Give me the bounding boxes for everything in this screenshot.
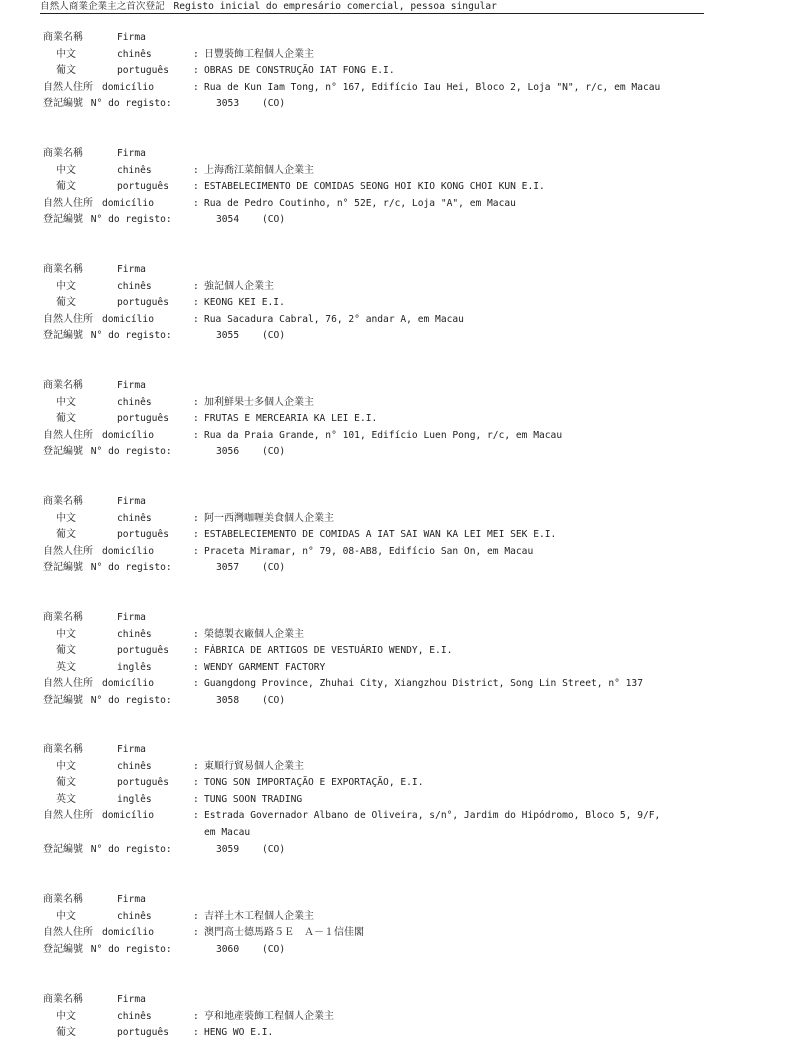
registration-number: 3056	[216, 446, 240, 458]
registration-row	[0, 842, 796, 859]
registration-label-zh: 登記編號	[43, 446, 83, 458]
colon: :	[193, 164, 199, 176]
registration-entry	[0, 992, 796, 1042]
domicile-row	[0, 676, 796, 693]
chinese-name-value: 吉祥土木工程個人企業主	[204, 910, 314, 922]
portuguese-label-zh: 葡文	[56, 297, 76, 309]
colon: :	[193, 197, 199, 209]
portuguese-label-zh: 葡文	[56, 645, 76, 657]
domicile-label-pt: domicílio	[102, 927, 154, 939]
firma-label-zh: 商業名稱	[43, 264, 83, 275]
chinese-name-value: 榮德製衣廠個人企業主	[204, 628, 304, 640]
portuguese-name-row	[0, 643, 796, 660]
registration-label-pt: N° do registo:	[90, 694, 172, 706]
registration-suffix: (CO)	[262, 562, 286, 574]
registration-row	[0, 444, 796, 461]
registration-number: 3059	[216, 843, 240, 855]
english-label-zh: 英文	[56, 661, 76, 673]
portuguese-label-pt: português	[117, 777, 169, 789]
chinese-label-pt: chinês	[117, 512, 152, 524]
domicile-label-zh: 自然人住所	[43, 197, 93, 209]
domicile-value: Rua de Pedro Coutinho, n° 52E, r/c, Loja "A", em Macau	[204, 197, 516, 209]
colon: :	[193, 280, 199, 292]
registration-label	[43, 693, 172, 710]
domicile-label-zh: 自然人住所	[43, 313, 93, 325]
colon: :	[193, 793, 199, 805]
domicile-value: Rua da Praia Grande, n° 101, Edifício Luen Pong, r/c, em Macau	[204, 429, 563, 441]
registration-label	[43, 328, 172, 345]
domicile-row	[0, 80, 796, 97]
colon: :	[193, 777, 199, 789]
firma-row	[0, 892, 796, 909]
portuguese-name-row	[0, 527, 796, 544]
chinese-label-zh: 中文	[56, 910, 76, 922]
colon: :	[193, 65, 199, 77]
english-name-row	[0, 660, 796, 677]
portuguese-name-value: ESTABELECIEMENTO DE COMIDAS A IAT SAI WAN KA LEI MEI SEK E.I.	[204, 529, 557, 541]
chinese-label-zh: 中文	[56, 164, 76, 176]
colon: :	[193, 429, 199, 441]
registration-label-pt: N° do registo:	[90, 943, 172, 955]
domicile-row	[0, 428, 796, 445]
firma-label-pt: Firma	[117, 994, 146, 1005]
firma-label-zh: 商業名稱	[43, 380, 83, 391]
portuguese-name-row	[0, 295, 796, 312]
chinese-name-value: 上海喬江菜館個人企業主	[204, 164, 314, 176]
portuguese-name-value: FRUTAS E MERCEARIA KA LEI E.I.	[204, 413, 378, 425]
colon: :	[193, 181, 199, 193]
registration-label-zh: 登記編號	[43, 694, 83, 706]
domicile-label-zh: 自然人住所	[43, 545, 93, 557]
chinese-name-value: 日豐裝飾工程個人企業主	[204, 48, 314, 60]
registration-label-pt: N° do registo:	[90, 214, 172, 226]
colon: :	[193, 661, 199, 673]
chinese-name-row	[0, 279, 796, 296]
firma-row	[0, 992, 796, 1009]
english-name-row	[0, 792, 796, 809]
english-name-value: TUNG SOON TRADING	[204, 793, 303, 805]
registration-row	[0, 693, 796, 710]
registration-label-zh: 登記編號	[43, 943, 83, 955]
colon: :	[193, 545, 199, 557]
registration-label	[43, 212, 172, 229]
portuguese-name-value: OBRAS DE CONSTRUÇÃO IAT FONG E.I.	[204, 65, 395, 77]
colon: :	[193, 81, 199, 93]
chinese-label-zh: 中文	[56, 396, 76, 408]
registration-entry	[0, 892, 796, 958]
firma-row	[0, 494, 796, 511]
registration-row	[0, 328, 796, 345]
colon: :	[193, 645, 199, 657]
chinese-name-value: 亨和地產裝飾工程個人企業主	[204, 1010, 334, 1022]
domicile-label-pt: domicílio	[102, 197, 154, 209]
chinese-label-zh: 中文	[56, 512, 76, 524]
colon: :	[193, 48, 199, 60]
registration-entry	[0, 378, 796, 461]
colon: :	[193, 529, 199, 541]
registration-label-zh: 登記編號	[43, 562, 83, 574]
colon: :	[193, 1010, 199, 1022]
firma-label-zh: 商業名稱	[43, 612, 83, 623]
page-header	[40, 1, 704, 14]
chinese-name-value: 阿一西灣咖喱美食個人企業主	[204, 512, 334, 524]
firma-label-zh: 商業名稱	[43, 994, 83, 1005]
colon: :	[193, 1027, 199, 1039]
domicile-value: Praceta Miramar, n° 79, 08-AB8, Edifício San On, em Macau	[204, 545, 534, 557]
portuguese-name-row	[0, 1025, 796, 1042]
domicile-value: 澳門高士德馬路５Ｅ Ａ－１信佳閣	[204, 927, 364, 939]
colon: :	[193, 413, 199, 425]
chinese-name-row	[0, 909, 796, 926]
registration-number: 3055	[216, 330, 240, 342]
domicile-value: Guangdong Province, Zhuhai City, Xiangzhou District, Song Lin Street, n° 137	[204, 678, 643, 690]
registration-suffix: (CO)	[262, 943, 286, 955]
chinese-label-pt: chinês	[117, 280, 152, 292]
english-label-pt: inglês	[117, 793, 152, 805]
chinese-name-row	[0, 1009, 796, 1026]
firma-label-pt: Firma	[117, 744, 146, 755]
registration-entry	[0, 262, 796, 345]
registration-entry	[0, 146, 796, 229]
firma-label-pt: Firma	[117, 496, 146, 507]
domicile-value: Estrada Governador Albano de Oliveira, s/n°, Jardim do Hipódromo, Bloco 5, 9/F,	[204, 810, 661, 822]
firma-label-pt: Firma	[117, 264, 146, 275]
portuguese-name-value: ESTABELECIMENTO DE COMIDAS SEONG HOI KIO KONG CHOI KUN E.I.	[204, 181, 545, 193]
registration-label-pt: N° do registo:	[90, 562, 172, 574]
domicile-label-zh: 自然人住所	[43, 810, 93, 822]
domicile-row	[0, 312, 796, 329]
firma-label-zh: 商業名稱	[43, 148, 83, 159]
chinese-name-row	[0, 511, 796, 528]
chinese-label-zh: 中文	[56, 760, 76, 772]
portuguese-label-pt: português	[117, 645, 169, 657]
registration-suffix: (CO)	[262, 694, 286, 706]
header-title-pt: Registo inicial do empresário comercial, pessoa singular	[173, 1, 497, 12]
portuguese-label-zh: 葡文	[56, 529, 76, 541]
registration-label	[43, 444, 172, 461]
colon: :	[193, 678, 199, 690]
registration-row	[0, 96, 796, 113]
domicile-value-continued: em Macau	[204, 826, 251, 838]
colon: :	[193, 927, 199, 939]
portuguese-label-zh: 葡文	[56, 65, 76, 77]
registration-label-pt: N° do registo:	[90, 330, 172, 342]
chinese-name-value: 東順行貿易個人企業主	[204, 760, 304, 772]
domicile-label-pt: domicílio	[102, 429, 154, 441]
chinese-label-zh: 中文	[56, 628, 76, 640]
firma-label-zh: 商業名稱	[43, 496, 83, 507]
portuguese-label-zh: 葡文	[56, 777, 76, 789]
registration-label-zh: 登記編號	[43, 214, 83, 226]
firma-label-zh: 商業名稱	[43, 32, 83, 43]
portuguese-name-row	[0, 179, 796, 196]
firma-row	[0, 610, 796, 627]
registration-number: 3058	[216, 694, 240, 706]
firma-row	[0, 30, 796, 47]
chinese-label-pt: chinês	[117, 396, 152, 408]
chinese-name-row	[0, 163, 796, 180]
domicile-label-pt: domicílio	[102, 545, 154, 557]
registration-entry	[0, 610, 796, 710]
portuguese-label-zh: 葡文	[56, 413, 76, 425]
chinese-name-row	[0, 627, 796, 644]
firma-label-pt: Firma	[117, 148, 146, 159]
domicile-label-zh: 自然人住所	[43, 927, 93, 939]
domicile-label-pt: domicílio	[102, 678, 154, 690]
firma-label-zh: 商業名稱	[43, 894, 83, 905]
portuguese-label-zh: 葡文	[56, 181, 76, 193]
registration-label	[43, 96, 172, 113]
colon: :	[193, 910, 199, 922]
registration-suffix: (CO)	[262, 98, 286, 110]
chinese-label-zh: 中文	[56, 48, 76, 60]
domicile-label-zh: 自然人住所	[43, 678, 93, 690]
chinese-label-pt: chinês	[117, 760, 152, 772]
english-label-zh: 英文	[56, 793, 76, 805]
colon: :	[193, 810, 199, 822]
registration-row	[0, 560, 796, 577]
registration-row	[0, 942, 796, 959]
colon: :	[193, 313, 199, 325]
chinese-label-pt: chinês	[117, 1010, 152, 1022]
domicile-label-zh: 自然人住所	[43, 429, 93, 441]
registration-label	[43, 842, 172, 859]
colon: :	[193, 297, 199, 309]
english-label-pt: inglês	[117, 661, 152, 673]
domicile-label-pt: domicílio	[102, 81, 154, 93]
chinese-label-pt: chinês	[117, 164, 152, 176]
registration-suffix: (CO)	[262, 446, 286, 458]
chinese-label-pt: chinês	[117, 910, 152, 922]
colon: :	[193, 512, 199, 524]
registration-number: 3053	[216, 98, 240, 110]
firma-label-pt: Firma	[117, 380, 146, 391]
registration-number: 3060	[216, 943, 240, 955]
firma-label-pt: Firma	[117, 894, 146, 905]
chinese-label-pt: chinês	[117, 628, 152, 640]
registration-number: 3057	[216, 562, 240, 574]
registration-entry	[0, 494, 796, 577]
registration-label-zh: 登記編號	[43, 843, 83, 855]
portuguese-name-value: HENG WO E.I.	[204, 1027, 274, 1039]
registration-label	[43, 942, 172, 959]
registration-label-zh: 登記編號	[43, 330, 83, 342]
registration-suffix: (CO)	[262, 843, 286, 855]
chinese-name-row	[0, 47, 796, 64]
colon: :	[193, 760, 199, 772]
header-title-zh: 自然人商業企業主之首次登記	[40, 1, 165, 12]
portuguese-name-value: TONG SON IMPORTAÇÃO E EXPORTAÇÃO, E.I.	[204, 777, 424, 789]
firma-row	[0, 146, 796, 163]
domicile-label-pt: domicílio	[102, 810, 154, 822]
portuguese-name-row	[0, 411, 796, 428]
registration-label-pt: N° do registo:	[90, 843, 172, 855]
chinese-label-zh: 中文	[56, 1010, 76, 1022]
firma-row	[0, 378, 796, 395]
english-name-value: WENDY GARMENT FACTORY	[204, 661, 326, 673]
chinese-name-row	[0, 759, 796, 776]
chinese-name-value: 強記個人企業主	[204, 280, 274, 292]
portuguese-name-value: FÁBRICA DE ARTIGOS DE VESTUÁRIO WENDY, E.I.	[204, 645, 453, 657]
firma-label-zh: 商業名稱	[43, 744, 83, 755]
registration-label-pt: N° do registo:	[90, 446, 172, 458]
registration-label	[43, 560, 172, 577]
portuguese-label-pt: português	[117, 65, 169, 77]
registration-row	[0, 212, 796, 229]
domicile-value: Rua de Kun Iam Tong, n° 167, Edifício Iau Hei, Bloco 2, Loja "N", r/c, em Macau	[204, 81, 661, 93]
registration-entry	[0, 742, 796, 858]
domicile-row	[0, 544, 796, 561]
colon: :	[193, 628, 199, 640]
chinese-label-zh: 中文	[56, 280, 76, 292]
domicile-row	[0, 925, 796, 942]
domicile-value: Rua Sacadura Cabral, 76, 2° andar A, em Macau	[204, 313, 464, 325]
chinese-name-value: 加利鮮果士多個人企業主	[204, 396, 314, 408]
portuguese-name-row	[0, 775, 796, 792]
registration-label-pt: N° do registo:	[90, 98, 172, 110]
domicile-row	[0, 196, 796, 213]
registration-suffix: (CO)	[262, 214, 286, 226]
portuguese-label-zh: 葡文	[56, 1027, 76, 1039]
domicile-label-zh: 自然人住所	[43, 81, 93, 93]
portuguese-name-row	[0, 63, 796, 80]
chinese-label-pt: chinês	[117, 48, 152, 60]
colon: :	[193, 396, 199, 408]
portuguese-label-pt: português	[117, 413, 169, 425]
registration-entry	[0, 30, 796, 113]
portuguese-label-pt: português	[117, 181, 169, 193]
registration-suffix: (CO)	[262, 330, 286, 342]
portuguese-label-pt: português	[117, 529, 169, 541]
registration-number: 3054	[216, 214, 240, 226]
firma-label-pt: Firma	[117, 32, 146, 43]
domicile-label-pt: domicílio	[102, 313, 154, 325]
firma-label-pt: Firma	[117, 612, 146, 623]
portuguese-label-pt: português	[117, 297, 169, 309]
portuguese-name-value: KEONG KEI E.I.	[204, 297, 285, 309]
firma-row	[0, 742, 796, 759]
firma-row	[0, 262, 796, 279]
chinese-name-row	[0, 395, 796, 412]
portuguese-label-pt: português	[117, 1027, 169, 1039]
domicile-continuation-row	[0, 825, 796, 842]
domicile-row	[0, 808, 796, 825]
registration-label-zh: 登記編號	[43, 98, 83, 110]
